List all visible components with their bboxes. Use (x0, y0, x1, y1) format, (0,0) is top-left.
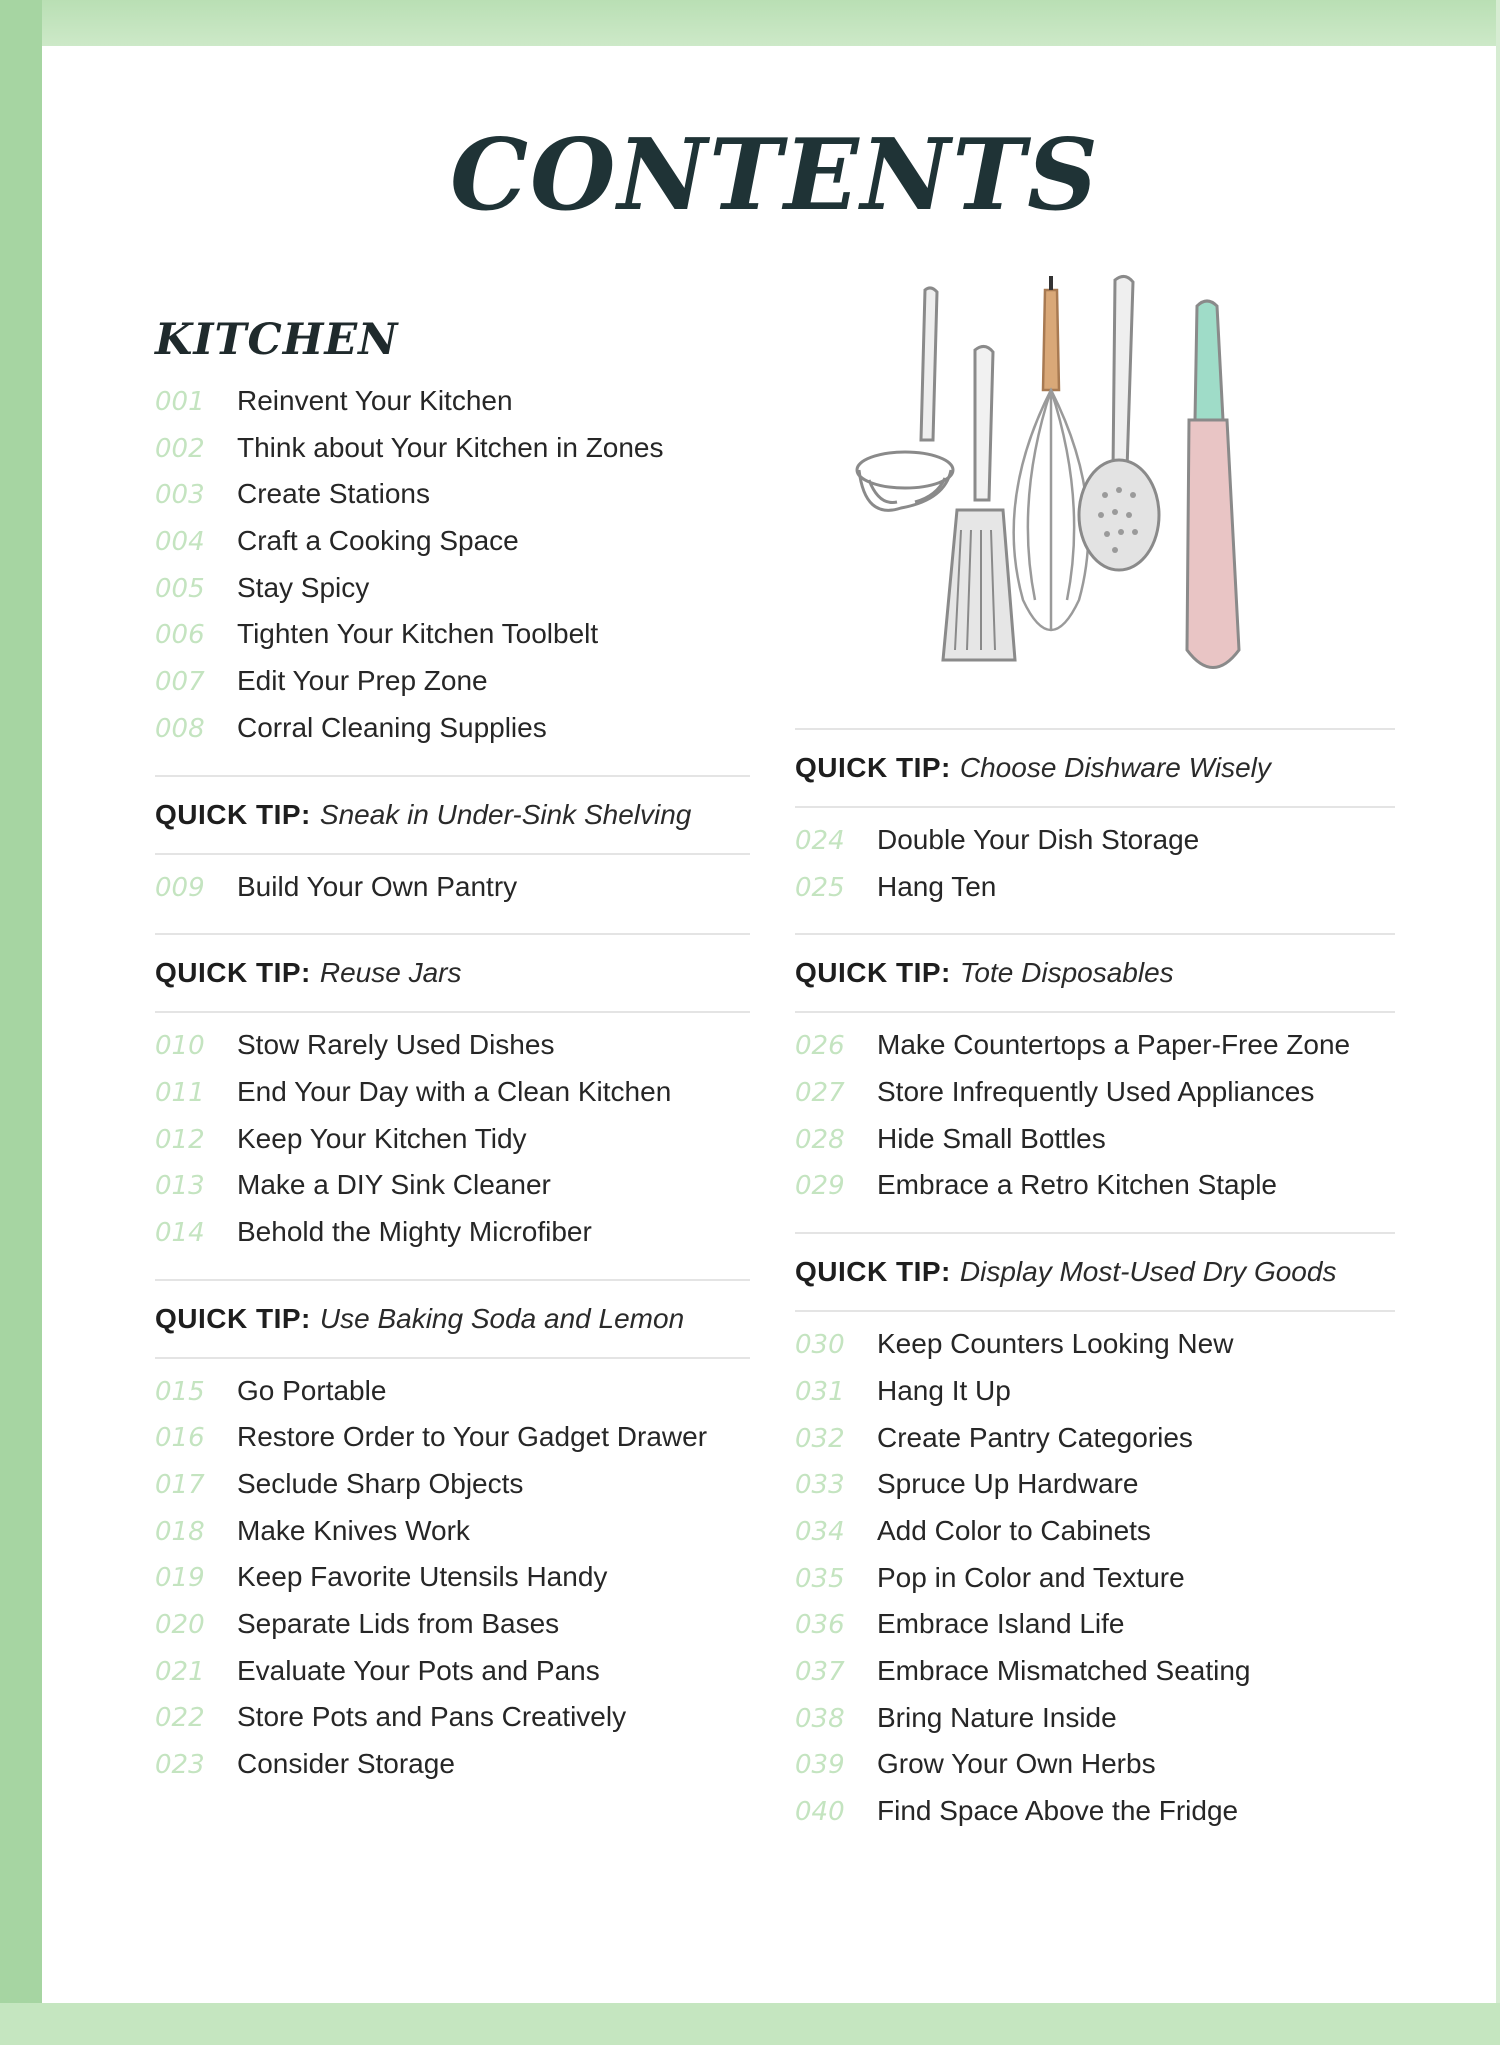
left-column (155, 315, 750, 1795)
quick-tip-disposables[interactable]: QUICK TIP: Tote Disposables (795, 933, 1395, 1013)
list-item[interactable]: 017 Seclude Sharp Objects (155, 1468, 524, 1500)
list-item[interactable]: 016 Restore Order to Your Gadget Drawer (155, 1421, 708, 1454)
quick-tip-baking-soda[interactable]: QUICK TIP: Use Baking Soda and Lemon (155, 1279, 750, 1359)
list-item[interactable]: 036 Embrace Island Life (795, 1608, 1125, 1641)
list-item[interactable]: 015 Go Portable (155, 1374, 387, 1407)
list-item[interactable]: 029 Embrace a Retro Kitchen Staple (795, 1169, 1277, 1202)
list-item[interactable]: 008 Corral Cleaning Supplies (155, 711, 547, 744)
list-item[interactable]: 039 Grow Your Own Herbs (795, 1748, 1156, 1781)
list-item[interactable]: 031 Hang It Up (795, 1374, 1011, 1407)
whisk-icon (1014, 276, 1089, 630)
list-item[interactable]: 012 Keep Your Kitchen Tidy (155, 1122, 527, 1155)
entry-list-7 (795, 1328, 1395, 1842)
list-item[interactable]: 014 Behold the Mighty Microfiber (155, 1215, 592, 1248)
list-item[interactable]: 021 Evaluate Your Pots and Pans (155, 1654, 600, 1687)
list-item[interactable]: 002 Think about Your Kitchen in Zones (155, 431, 664, 464)
list-item[interactable]: 037 Embrace Mismatched Seating (795, 1654, 1251, 1687)
list-item[interactable]: 032 Create Pantry Categories (795, 1421, 1193, 1454)
list-item[interactable]: 013 Make a DIY Sink Cleaner (155, 1169, 551, 1202)
list-item[interactable]: 003 Create Stations (155, 478, 430, 511)
list-item[interactable]: 024 Double Your Dish Storage (795, 824, 1200, 856)
kitchen-utensils-illustration (845, 270, 1265, 690)
quick-tip-dry-goods[interactable]: QUICK TIP: Display Most-Used Dry Goods (795, 1232, 1395, 1312)
entry-list-1 (155, 385, 750, 759)
list-item[interactable]: 005 Stay Spicy (155, 571, 370, 604)
list-item[interactable]: 006 Tighten Your Kitchen Toolbelt (155, 618, 599, 651)
list-item[interactable]: 018 Make Knives Work (155, 1514, 470, 1547)
skimmer-icon (1079, 276, 1159, 570)
entry-list-4 (155, 1375, 750, 1795)
list-item[interactable]: 023 Consider Storage (155, 1748, 455, 1781)
list-item[interactable]: 001 Reinvent Your Kitchen (155, 385, 513, 417)
entry-list-3 (155, 1029, 750, 1262)
list-item[interactable]: 033 Spruce Up Hardware (795, 1468, 1139, 1501)
page-border-right (1496, 0, 1500, 2045)
list-item[interactable]: 007 Edit Your Prep Zone (155, 665, 488, 698)
icing-spatula-icon (1187, 301, 1239, 668)
entry-list-6 (795, 1029, 1395, 1216)
page-border-top (0, 0, 1500, 46)
list-item[interactable]: 019 Keep Favorite Utensils Handy (155, 1561, 608, 1594)
page-border-bottom (0, 2003, 1500, 2045)
list-item[interactable]: 020 Separate Lids from Bases (155, 1608, 560, 1641)
page-border-left (0, 0, 42, 2045)
list-item[interactable]: 027 Store Infrequently Used Appliances (795, 1076, 1315, 1109)
spatula-icon (943, 346, 1015, 660)
list-item[interactable]: 034 Add Color to Cabinets (795, 1514, 1151, 1547)
list-item[interactable]: 035 Pop in Color and Texture (795, 1561, 1185, 1594)
right-column (795, 728, 1395, 1842)
quick-tip-dishware[interactable]: QUICK TIP: Choose Dishware Wisely (795, 728, 1395, 808)
list-item[interactable]: 009 Build Your Own Pantry (155, 870, 518, 903)
entry-list-5 (795, 824, 1395, 917)
quick-tip-under-sink[interactable]: QUICK TIP: Sneak in Under-Sink Shelving (155, 775, 750, 855)
entry-list-2 (155, 871, 750, 918)
page-title: CONTENTS (450, 118, 1100, 233)
list-item[interactable]: 038 Bring Nature Inside (795, 1701, 1117, 1734)
list-item[interactable]: 011 End Your Day with a Clean Kitchen (155, 1075, 672, 1108)
list-item[interactable]: 030 Keep Counters Looking New (795, 1328, 1234, 1361)
pastry-cutter-icon (857, 288, 953, 510)
list-item[interactable]: 022 Store Pots and Pans Creatively (155, 1701, 627, 1734)
list-item[interactable]: 040 Find Space Above the Fridge (795, 1795, 1239, 1827)
list-item[interactable]: 010 Stow Rarely Used Dishes (155, 1029, 555, 1062)
section-heading-kitchen: KITCHEN (155, 315, 399, 365)
list-item[interactable]: 025 Hang Ten (795, 870, 997, 903)
quick-tip-reuse-jars[interactable]: QUICK TIP: Reuse Jars (155, 933, 750, 1013)
list-item[interactable]: 004 Craft a Cooking Space (155, 525, 519, 558)
list-item[interactable]: 028 Hide Small Bottles (795, 1122, 1106, 1155)
list-item[interactable]: 026 Make Countertops a Paper-Free Zone (795, 1029, 1351, 1062)
